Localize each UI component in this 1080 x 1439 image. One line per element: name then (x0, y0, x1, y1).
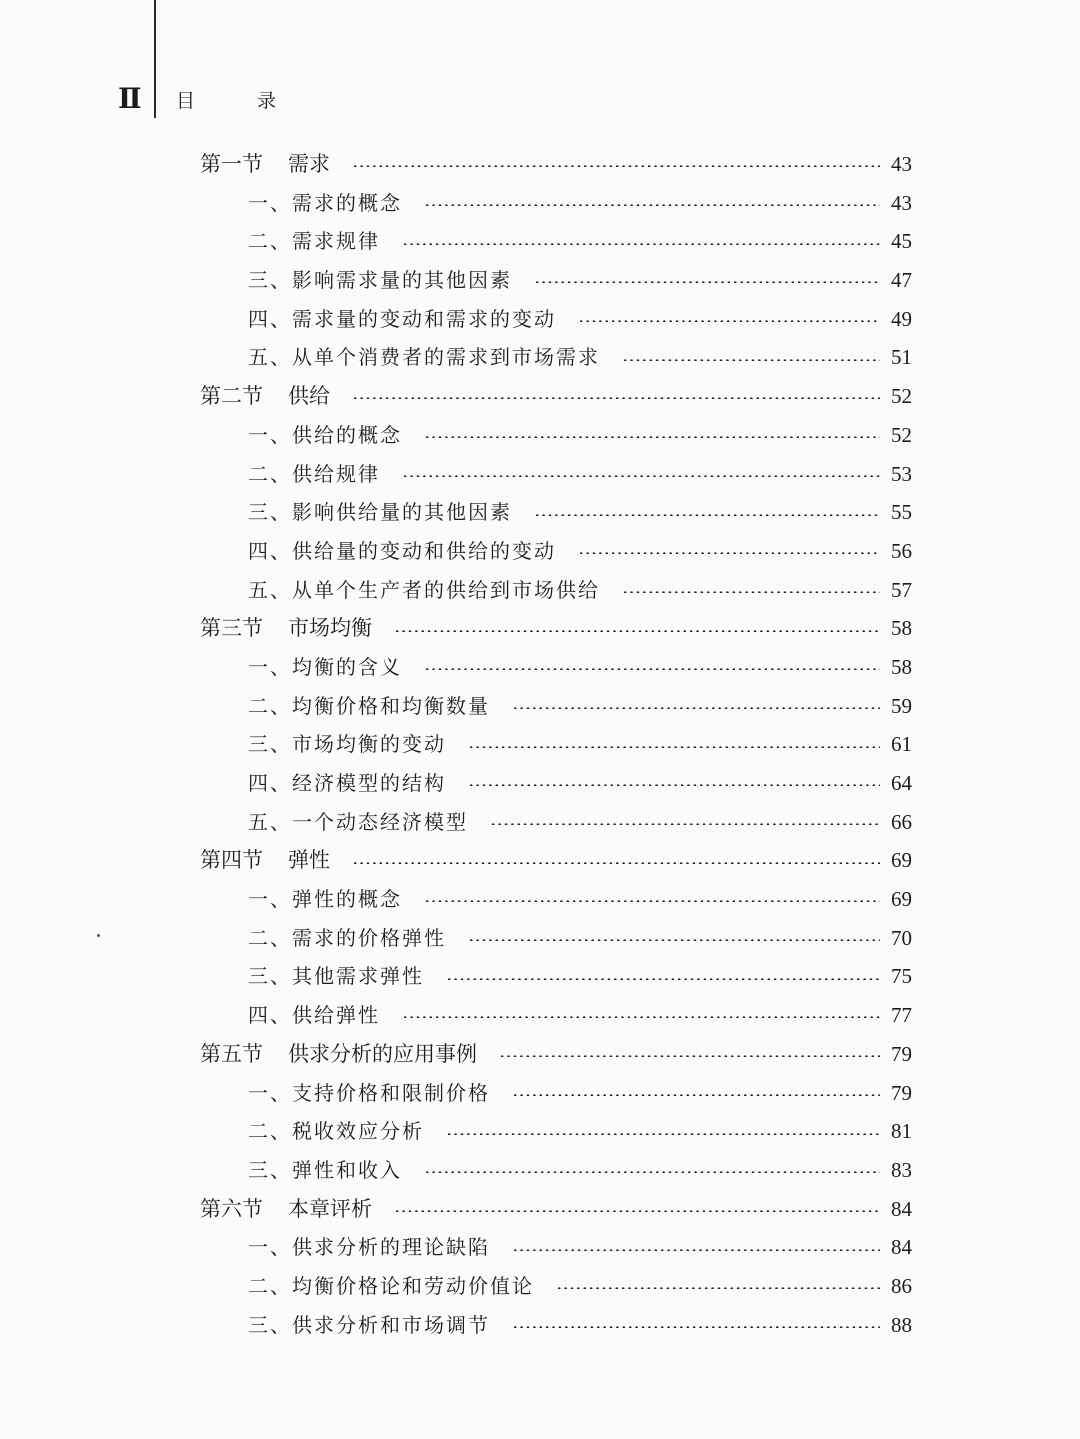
entry-page-number: 49 (891, 306, 912, 331)
entry-title: 二、需求的价格弹性 (248, 925, 446, 950)
toc-subsection-entry[interactable] (200, 493, 912, 532)
entry-title: 一、弹性的概念 (248, 887, 402, 912)
section-number: 第五节 (200, 1041, 263, 1066)
entry-page-number: 58 (891, 616, 912, 641)
toc-subsection-entry[interactable] (200, 1074, 912, 1113)
dot-leader (512, 1326, 880, 1328)
toc-subsection-entry[interactable] (200, 300, 912, 339)
entry-page-number: 57 (891, 577, 912, 602)
dot-leader (468, 939, 880, 941)
toc-subsection-entry[interactable] (200, 803, 912, 842)
entry-page-number: 64 (891, 771, 912, 795)
toc-subsection-entry[interactable] (200, 571, 912, 610)
toc-section-entry[interactable] (200, 1190, 912, 1229)
toc-subsection-entry[interactable] (200, 996, 912, 1035)
entry-page-number: 70 (891, 925, 912, 950)
entry-page-number: 56 (891, 538, 912, 563)
dot-leader (512, 1094, 880, 1096)
entry-title: 一、需求的概念 (248, 190, 402, 215)
page-edge-rule (154, 0, 156, 118)
dot-leader (556, 1287, 880, 1289)
toc-section-entry[interactable] (200, 1035, 912, 1074)
entry-title: 供求分析的应用事例 (288, 1041, 477, 1066)
dot-leader (424, 204, 880, 206)
toc-subsection-entry[interactable] (200, 416, 912, 455)
entry-title: 三、市场均衡的变动 (248, 732, 446, 757)
toc-subsection-entry[interactable] (200, 957, 912, 996)
entry-title: 弹性 (288, 848, 330, 873)
entry-title: 五、从单个消费者的需求到市场需求 (248, 345, 600, 370)
toc-subsection-entry[interactable] (200, 764, 912, 803)
entry-title: 本章评析 (288, 1196, 372, 1221)
dot-leader (352, 862, 880, 864)
section-number: 第四节 (200, 848, 263, 873)
entry-page-number: 86 (891, 1273, 912, 1298)
dot-leader (578, 320, 880, 322)
entry-page-number: 69 (891, 848, 912, 873)
entry-page-number: 45 (891, 229, 912, 254)
entry-page-number: 84 (891, 1235, 912, 1260)
entry-page-number: 43 (891, 190, 912, 215)
dot-leader (534, 514, 880, 516)
dot-leader (394, 630, 880, 632)
entry-title: 二、供给规律 (248, 461, 380, 486)
section-number: 第二节 (200, 384, 263, 409)
entry-title: 一、供求分析的理论缺陷 (248, 1235, 490, 1260)
toc-subsection-entry[interactable] (200, 687, 912, 726)
entry-title: 供给 (288, 384, 330, 409)
entry-title: 一、均衡的含义 (248, 654, 402, 679)
entry-page-number: 77 (891, 1003, 912, 1028)
entry-title: 四、供给量的变动和供给的变动 (248, 538, 556, 563)
dot-leader (499, 1055, 880, 1057)
entry-page-number: 51 (891, 345, 912, 370)
entry-title: 二、税收效应分析 (248, 1119, 424, 1144)
entry-page-number: 61 (891, 732, 912, 757)
entry-title: 三、影响需求量的其他因素 (248, 268, 512, 293)
section-number: 第三节 (200, 616, 263, 641)
dot-leader (468, 784, 880, 786)
toc-subsection-entry[interactable] (200, 532, 912, 571)
toc-subsection-entry[interactable] (200, 1267, 912, 1306)
entry-title: 四、供给弹性 (248, 1003, 380, 1028)
entry-title: 四、经济模型的结构 (248, 771, 446, 795)
dot-leader (490, 823, 880, 825)
entry-title: 五、一个动态经济模型 (248, 809, 468, 834)
toc-section-entry[interactable] (200, 609, 912, 648)
dot-leader (622, 359, 880, 361)
entry-title: 一、支持价格和限制价格 (248, 1080, 490, 1105)
running-head: 目 录 (176, 90, 305, 112)
section-number: 第一节 (200, 152, 263, 176)
dot-leader (424, 900, 880, 902)
dot-leader (394, 1210, 880, 1212)
entry-title: 四、需求量的变动和需求的变动 (248, 306, 556, 331)
entry-page-number: 83 (891, 1157, 912, 1182)
entry-page-number: 88 (891, 1312, 912, 1337)
dot-leader (512, 707, 880, 709)
entry-title: 三、弹性和收入 (248, 1157, 402, 1182)
toc-subsection-entry[interactable] (200, 880, 912, 919)
entry-page-number: 69 (891, 887, 912, 912)
entry-title: 三、供求分析和市场调节 (248, 1312, 490, 1337)
entry-title: 市场均衡 (288, 616, 372, 641)
dot-leader (446, 1133, 880, 1135)
dot-leader (424, 436, 880, 438)
toc-section-entry[interactable] (200, 377, 912, 416)
toc-subsection-entry[interactable] (200, 1228, 912, 1267)
entry-title: 五、从单个生产者的供给到市场供给 (248, 577, 600, 602)
dot-leader (402, 475, 880, 477)
entry-page-number: 52 (891, 422, 912, 447)
entry-page-number: 81 (891, 1119, 912, 1144)
dot-leader (534, 281, 880, 283)
toc-subsection-entry[interactable] (200, 1306, 912, 1345)
table-of-contents (200, 145, 912, 1344)
entry-page-number: 43 (891, 152, 912, 176)
entry-page-number: 79 (891, 1041, 912, 1066)
dot-leader (512, 1249, 880, 1251)
entry-title: 三、其他需求弹性 (248, 964, 424, 989)
dot-leader (402, 243, 880, 245)
toc-subsection-entry[interactable] (200, 184, 912, 223)
toc-subsection-entry[interactable] (200, 455, 912, 494)
entry-page-number: 55 (891, 500, 912, 525)
dot-leader (446, 978, 880, 980)
toc-section-entry[interactable] (200, 841, 912, 880)
toc-subsection-entry[interactable] (200, 919, 912, 958)
entry-page-number: 79 (891, 1080, 912, 1105)
dot-leader (402, 1016, 880, 1018)
toc-subsection-entry[interactable] (200, 1112, 912, 1151)
dot-leader (468, 746, 880, 748)
entry-title: 二、均衡价格和均衡数量 (248, 693, 490, 718)
toc-subsection-entry[interactable] (200, 338, 912, 377)
entry-page-number: 53 (891, 461, 912, 486)
entry-page-number: 75 (891, 964, 912, 989)
page-number: Ⅱ (118, 84, 141, 115)
entry-title: 一、供给的概念 (248, 422, 402, 447)
entry-title: 二、均衡价格论和劳动价值论 (248, 1273, 534, 1298)
toc-subsection-entry[interactable] (200, 222, 912, 261)
entry-page-number: 58 (891, 654, 912, 679)
entry-page-number: 47 (891, 268, 912, 293)
toc-subsection-entry[interactable] (200, 725, 912, 764)
dot-leader (424, 1171, 880, 1173)
dot-leader (578, 552, 880, 554)
entry-title: 三、影响供给量的其他因素 (248, 500, 512, 525)
entry-title: 二、需求规律 (248, 229, 380, 254)
toc-section-entry[interactable] (200, 145, 912, 184)
dot-leader (424, 668, 880, 670)
toc-subsection-entry[interactable] (200, 648, 912, 687)
entry-title: 需求 (288, 152, 330, 176)
entry-page-number: 66 (891, 809, 912, 834)
dot-leader (352, 397, 880, 399)
toc-subsection-entry[interactable] (200, 1151, 912, 1190)
scan-speck (97, 934, 100, 937)
section-number: 第六节 (200, 1196, 263, 1221)
toc-subsection-entry[interactable] (200, 261, 912, 300)
dot-leader (352, 165, 880, 167)
dot-leader (622, 591, 880, 593)
entry-page-number: 84 (891, 1196, 912, 1221)
entry-page-number: 59 (891, 693, 912, 718)
entry-page-number: 52 (891, 384, 912, 409)
